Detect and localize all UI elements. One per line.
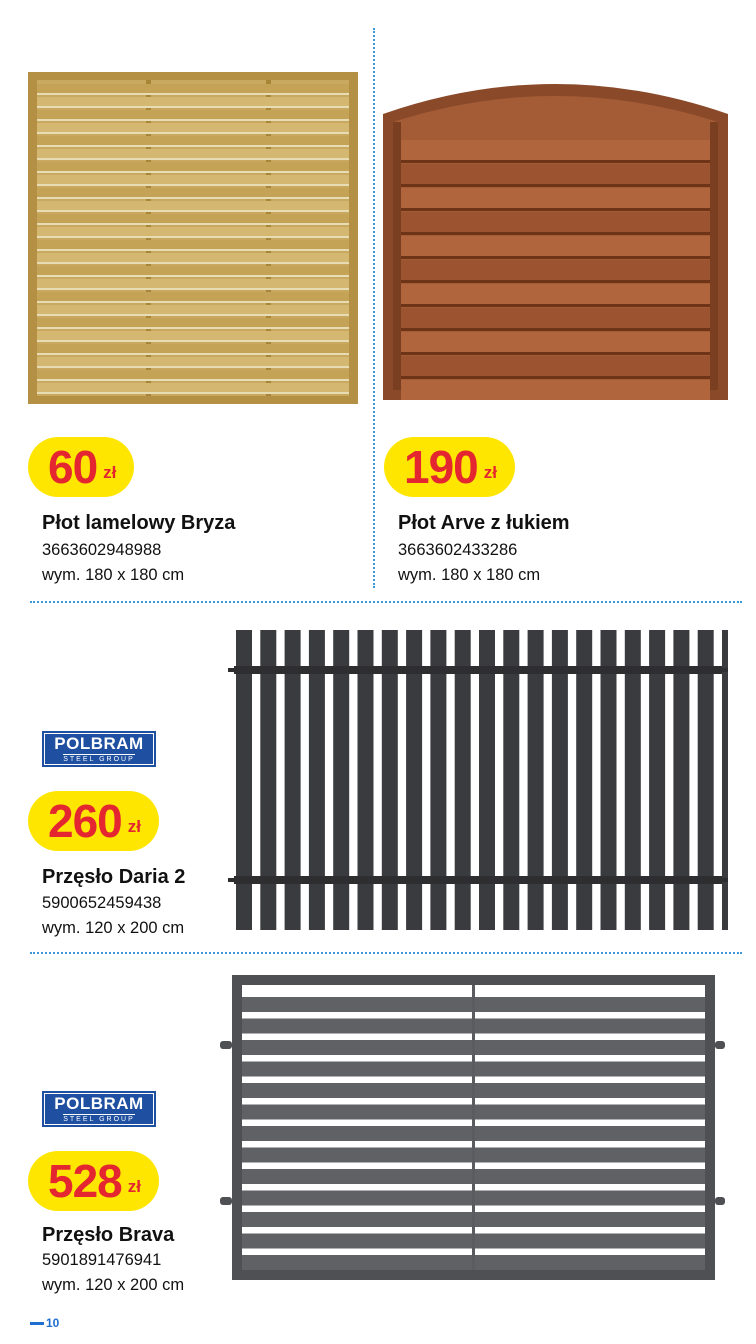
polbram-logo [42,731,156,767]
fence-gap [37,184,349,186]
fence-gap [401,160,710,163]
fence-slat [37,123,349,132]
fence-picket [333,630,349,930]
fence-gap [37,223,349,225]
fence-slat [37,84,349,93]
fence-slat [37,344,349,353]
fence-picket [455,630,471,930]
price-currency: zł [483,463,497,482]
product-image-brava [220,975,725,1280]
fence-picket [552,630,568,930]
fence-gap [401,376,710,379]
fence-slat [37,292,349,301]
product-dimensions: wym. 120 x 200 cm [42,919,185,937]
fence-gap [37,392,349,394]
horizontal-divider [30,952,742,954]
fence-picket [722,630,728,930]
price-badge [28,1151,159,1211]
fence-picket [430,630,446,930]
fence-picket [285,630,301,930]
product-code: 3663602433286 [398,541,518,559]
fence-slat [37,110,349,119]
price-value: 60 [48,441,98,493]
fence-slat [37,318,349,327]
fence-gap [401,280,710,283]
product-name: Przęsło Daria 2 [42,866,186,888]
fence-picket [698,630,714,930]
fence-gap [37,366,349,368]
fence-slat [37,97,349,106]
fence-slat [37,214,349,223]
fence-slat [37,175,349,184]
product-dimensions: wym. 120 x 200 cm [42,1276,185,1294]
fence-picket [503,630,519,930]
fence-gap [37,314,349,316]
fence-slat [37,357,349,366]
fence-board [401,236,710,256]
fence-picket [358,630,374,930]
fence-board [401,284,710,304]
fence-gap [37,288,349,290]
product-code: 5900652459438 [42,894,162,912]
horizontal-divider [30,601,742,603]
price-badge [384,437,515,497]
price-badge [28,791,159,851]
fence-board [401,188,710,208]
fence-gap [37,171,349,173]
fence-slat [37,201,349,210]
logo-text: POLBRAM [54,1094,144,1113]
page-number [30,1316,59,1330]
fence-gap [37,340,349,342]
product-dimensions: wym. 180 x 180 cm [42,566,185,584]
polbram-logo [42,1091,156,1127]
fence-slat [37,162,349,171]
fence-slat [37,136,349,145]
product-image-arve [383,84,728,400]
fence-gap [37,249,349,251]
logo-subtext: STEEL GROUP [63,1116,135,1123]
fence-picket [309,630,325,930]
fence-picket [601,630,617,930]
fence-slat [37,227,349,236]
fence-slat [37,188,349,197]
fence-slat [37,370,349,379]
product-code: 3663602948988 [42,541,162,559]
fence-gap [37,132,349,134]
product-dimensions: wym. 180 x 180 cm [398,566,541,584]
fence-board [401,308,710,328]
vertical-divider [373,28,375,588]
fence-picket [625,630,641,930]
fence-slat [37,149,349,158]
price-value: 260 [48,795,122,847]
fence-slat [37,383,349,392]
fence-gap [37,275,349,277]
fence-picket [406,630,422,930]
logo-text: POLBRAM [54,734,144,753]
price-value: 528 [48,1155,122,1207]
product-image-daria [228,628,728,932]
fence-gap [37,353,349,355]
fence-picket [236,630,252,930]
fence-gap [37,262,349,264]
fence-picket [479,630,495,930]
fence-gap [401,232,710,235]
price-currency: zł [127,1177,141,1196]
fence-board [401,164,710,184]
fence-board [401,356,710,376]
fence-gap [401,184,710,187]
price-currency: zł [103,463,117,482]
fence-gap [37,106,349,108]
fence-board [401,260,710,280]
fence-board [401,332,710,352]
logo-subtext: STEEL GROUP [63,756,135,763]
fence-gap [37,236,349,238]
fence-gap [37,93,349,95]
fence-picket [528,630,544,930]
product-image-bryza [28,72,358,404]
fence-picket [576,630,592,930]
price-currency: zł [127,817,141,836]
fence-gap [401,328,710,331]
page-number-text: 10 [46,1316,60,1330]
fence-board [401,212,710,232]
fence-slat [37,305,349,314]
product-name: Przęsło Brava [42,1224,175,1246]
fence-board [401,380,710,400]
fence-slat [37,253,349,262]
fence-slat [37,240,349,249]
fence-board [401,140,710,160]
price-value: 190 [404,441,478,493]
product-name: Płot lamelowy Bryza [42,512,236,534]
fence-gap [401,352,710,355]
fence-slat [37,279,349,288]
fence-gap [37,145,349,147]
fence-gap [37,158,349,160]
fence-picket [649,630,665,930]
fence-gap [401,304,710,307]
product-code: 5901891476941 [42,1251,162,1269]
fence-picket [673,630,689,930]
fence-slat [37,266,349,275]
fence-picket [260,630,276,930]
fence-slat [37,331,349,340]
fence-gap [37,327,349,329]
fence-gap [37,301,349,303]
fence-gap [37,379,349,381]
fence-gap [37,119,349,121]
fence-gap [37,197,349,199]
price-badge [28,437,134,497]
fence-gap [401,256,710,259]
product-name: Płot Arve z łukiem [398,512,570,534]
page-number-bar [30,1322,44,1325]
fence-gap [37,210,349,212]
fence-gap [401,208,710,211]
fence-picket [382,630,398,930]
